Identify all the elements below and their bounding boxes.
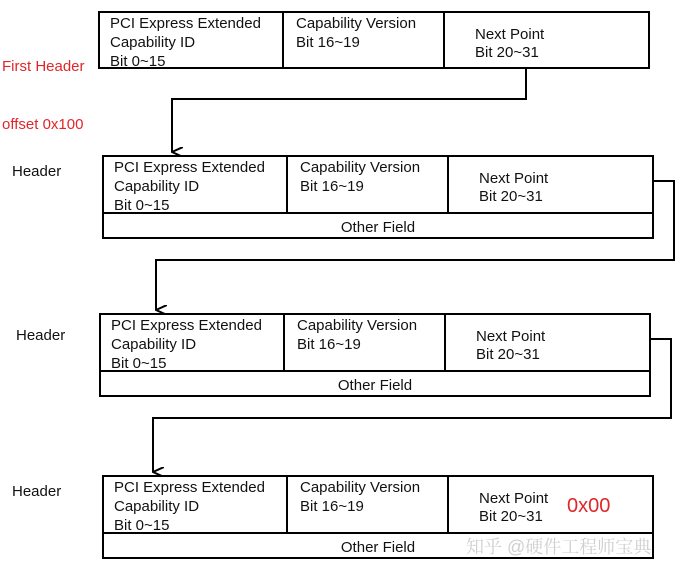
capability-version-title: Capability Version bbox=[300, 159, 421, 176]
capability-id-subtitle: Capability ID bbox=[114, 178, 200, 195]
other-field: Other Field bbox=[340, 219, 416, 236]
capability-id-title: PCI Express Extended bbox=[114, 159, 265, 176]
capability-id-bits: Bit 0~15 bbox=[114, 197, 170, 211]
capability-id-bits: Bit 0~15 bbox=[111, 355, 167, 369]
next-point-title: Next Point bbox=[479, 170, 549, 187]
connector-arrow-3 bbox=[153, 339, 671, 472]
capability-version-bits: Bit 16~19 bbox=[296, 34, 360, 51]
capability-id-subtitle: Capability ID bbox=[110, 34, 196, 51]
capability-version-bits: Bit 16~19 bbox=[300, 178, 364, 195]
other-field: Other Field bbox=[337, 377, 413, 394]
next-point-title: Next Point bbox=[475, 26, 545, 43]
capability-id-title: PCI Express Extended bbox=[110, 15, 261, 32]
terminal-value: 0x00 bbox=[567, 495, 611, 517]
capability-version-title: Capability Version bbox=[300, 479, 421, 496]
header-label-1: Header bbox=[12, 163, 62, 180]
watermark-text: 知乎 @硬件工程师宝典 bbox=[466, 537, 652, 557]
connector-arrow-2 bbox=[156, 181, 674, 310]
next-point-title: Next Point bbox=[476, 328, 546, 345]
next-point-title: Next Point bbox=[479, 490, 549, 507]
capability-id-subtitle: Capability ID bbox=[111, 336, 197, 353]
next-point-bits: Bit 20~31 bbox=[476, 346, 540, 363]
next-point-bits: Bit 20~31 bbox=[479, 188, 543, 205]
header-label-3: Header bbox=[12, 483, 62, 500]
next-point-bits: Bit 20~31 bbox=[479, 508, 543, 525]
other-field: Other Field bbox=[340, 539, 416, 556]
first-header-label-line1: First Header bbox=[2, 58, 85, 75]
capability-id-bits: Bit 0~15 bbox=[114, 517, 170, 531]
capability-version-title: Capability Version bbox=[296, 15, 417, 32]
capability-id-bits: Bit 0~15 bbox=[110, 53, 166, 67]
capability-version-title: Capability Version bbox=[297, 317, 418, 334]
next-point-bits: Bit 20~31 bbox=[475, 44, 539, 61]
capability-version-bits: Bit 16~19 bbox=[300, 498, 364, 515]
capability-id-subtitle: Capability ID bbox=[114, 498, 200, 515]
first-header-label-line2: offset 0x100 bbox=[2, 116, 84, 133]
connector-arrow-1 bbox=[172, 69, 526, 152]
capability-id-title: PCI Express Extended bbox=[114, 479, 265, 496]
capability-version-bits: Bit 16~19 bbox=[297, 336, 361, 353]
capability-id-title: PCI Express Extended bbox=[111, 317, 262, 334]
header-label-2: Header bbox=[16, 327, 66, 344]
